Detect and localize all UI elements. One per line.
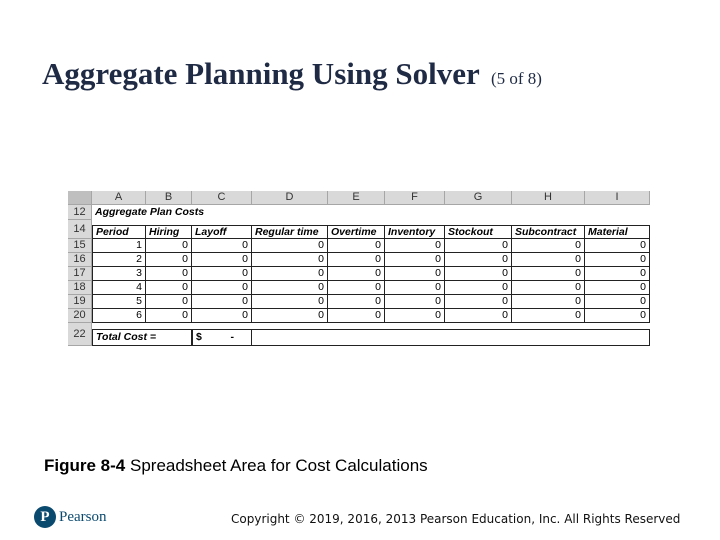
table-cell: 1 xyxy=(92,239,146,253)
column-title: Layoff xyxy=(192,225,252,239)
table-cell: 0 xyxy=(512,295,585,309)
figure-caption-text: Spreadsheet Area for Cost Calculations xyxy=(129,456,428,475)
column-header-d: D xyxy=(252,191,328,205)
row-header-15: 15 xyxy=(68,239,92,253)
column-title: Period xyxy=(92,225,146,239)
table-cell: 0 xyxy=(385,267,445,281)
column-header-h: H xyxy=(512,191,585,205)
column-title: Regular time xyxy=(252,225,328,239)
row-header-17: 17 xyxy=(68,267,92,281)
table-cell: 0 xyxy=(512,267,585,281)
table-cell: 0 xyxy=(252,295,328,309)
slide-title-suffix: (5 of 8) xyxy=(490,69,542,88)
row-header-18: 18 xyxy=(68,281,92,295)
total-cost-label: Total Cost = xyxy=(92,329,192,346)
table-cell: 6 xyxy=(92,309,146,323)
column-header-e: E xyxy=(328,191,385,205)
table-cell: 0 xyxy=(252,309,328,323)
table-cell: 0 xyxy=(328,281,385,295)
table-cell: 0 xyxy=(445,253,512,267)
column-title: Hiring xyxy=(146,225,192,239)
table-cell: 0 xyxy=(328,267,385,281)
table-cell: 0 xyxy=(192,267,252,281)
table-cell: 0 xyxy=(585,239,650,253)
table-cell: 0 xyxy=(328,239,385,253)
table-cell: 0 xyxy=(512,309,585,323)
column-header-g: G xyxy=(445,191,512,205)
table-cell: 0 xyxy=(252,281,328,295)
column-header-b: B xyxy=(146,191,192,205)
table-cell: 0 xyxy=(146,253,192,267)
table-cell: 0 xyxy=(585,295,650,309)
column-title: Material xyxy=(585,225,650,239)
table-cell: 0 xyxy=(146,295,192,309)
spreadsheet-figure xyxy=(68,191,650,345)
table-cell: 0 xyxy=(146,239,192,253)
table-cell: 0 xyxy=(146,309,192,323)
section-title: Aggregate Plan Costs xyxy=(95,206,205,219)
table-cell: 0 xyxy=(445,267,512,281)
table-cell: 0 xyxy=(585,309,650,323)
total-cost-amount: - xyxy=(230,331,234,344)
table-cell: 0 xyxy=(385,309,445,323)
table-cell: 0 xyxy=(385,239,445,253)
table-cell: 0 xyxy=(512,239,585,253)
total-cost-value xyxy=(192,329,252,346)
table-cell: 3 xyxy=(92,267,146,281)
row-header-14: 14 xyxy=(68,220,92,239)
table-cell: 0 xyxy=(252,239,328,253)
table-cell: 0 xyxy=(512,281,585,295)
column-header-i: I xyxy=(585,191,650,205)
table-cell: 0 xyxy=(192,309,252,323)
table-cell: 5 xyxy=(92,295,146,309)
row-header-19: 19 xyxy=(68,295,92,309)
column-title: Stockout xyxy=(445,225,512,239)
slide-title xyxy=(42,56,542,92)
table-cell: 0 xyxy=(328,309,385,323)
table-cell: 0 xyxy=(445,295,512,309)
total-row-remainder xyxy=(252,329,650,346)
pearson-logo xyxy=(34,505,107,529)
row-header-12: 12 xyxy=(68,205,92,220)
table-cell: 0 xyxy=(385,295,445,309)
column-header-c: C xyxy=(192,191,252,205)
table-cell: 4 xyxy=(92,281,146,295)
table-cell: 0 xyxy=(252,267,328,281)
table-cell: 0 xyxy=(146,267,192,281)
table-cell: 2 xyxy=(92,253,146,267)
total-cost-currency: $ xyxy=(196,331,202,344)
slide-title-main: Aggregate Planning Using Solver xyxy=(42,56,480,91)
table-cell: 0 xyxy=(585,253,650,267)
figure-caption-label: Figure 8-4 xyxy=(44,456,126,475)
table-cell: 0 xyxy=(252,253,328,267)
table-cell: 0 xyxy=(512,253,585,267)
table-cell: 0 xyxy=(445,309,512,323)
row-header-22: 22 xyxy=(68,323,92,346)
column-header-a: A xyxy=(92,191,146,205)
table-cell: 0 xyxy=(192,281,252,295)
copyright-notice: Copyright © 2019, 2016, 2013 Pearson Education, Inc. All Rights Reserved xyxy=(231,512,681,526)
column-title: Overtime xyxy=(328,225,385,239)
row-header-16: 16 xyxy=(68,253,92,267)
table-cell: 0 xyxy=(328,253,385,267)
figure-caption xyxy=(44,456,428,476)
table-cell: 0 xyxy=(585,281,650,295)
pearson-logo-text: Pearson xyxy=(59,508,107,525)
table-cell: 0 xyxy=(192,253,252,267)
row-header-20: 20 xyxy=(68,309,92,323)
column-header-f: F xyxy=(385,191,445,205)
table-cell: 0 xyxy=(385,281,445,295)
table-cell: 0 xyxy=(192,239,252,253)
table-cell: 0 xyxy=(385,253,445,267)
table-cell: 0 xyxy=(585,267,650,281)
table-cell: 0 xyxy=(445,281,512,295)
table-cell: 0 xyxy=(445,239,512,253)
sheet-corner xyxy=(68,191,92,205)
column-title: Subcontract xyxy=(512,225,585,239)
table-cell: 0 xyxy=(146,281,192,295)
pearson-logo-icon: P xyxy=(34,506,56,528)
column-title: Inventory xyxy=(385,225,445,239)
table-cell: 0 xyxy=(192,295,252,309)
table-cell: 0 xyxy=(328,295,385,309)
